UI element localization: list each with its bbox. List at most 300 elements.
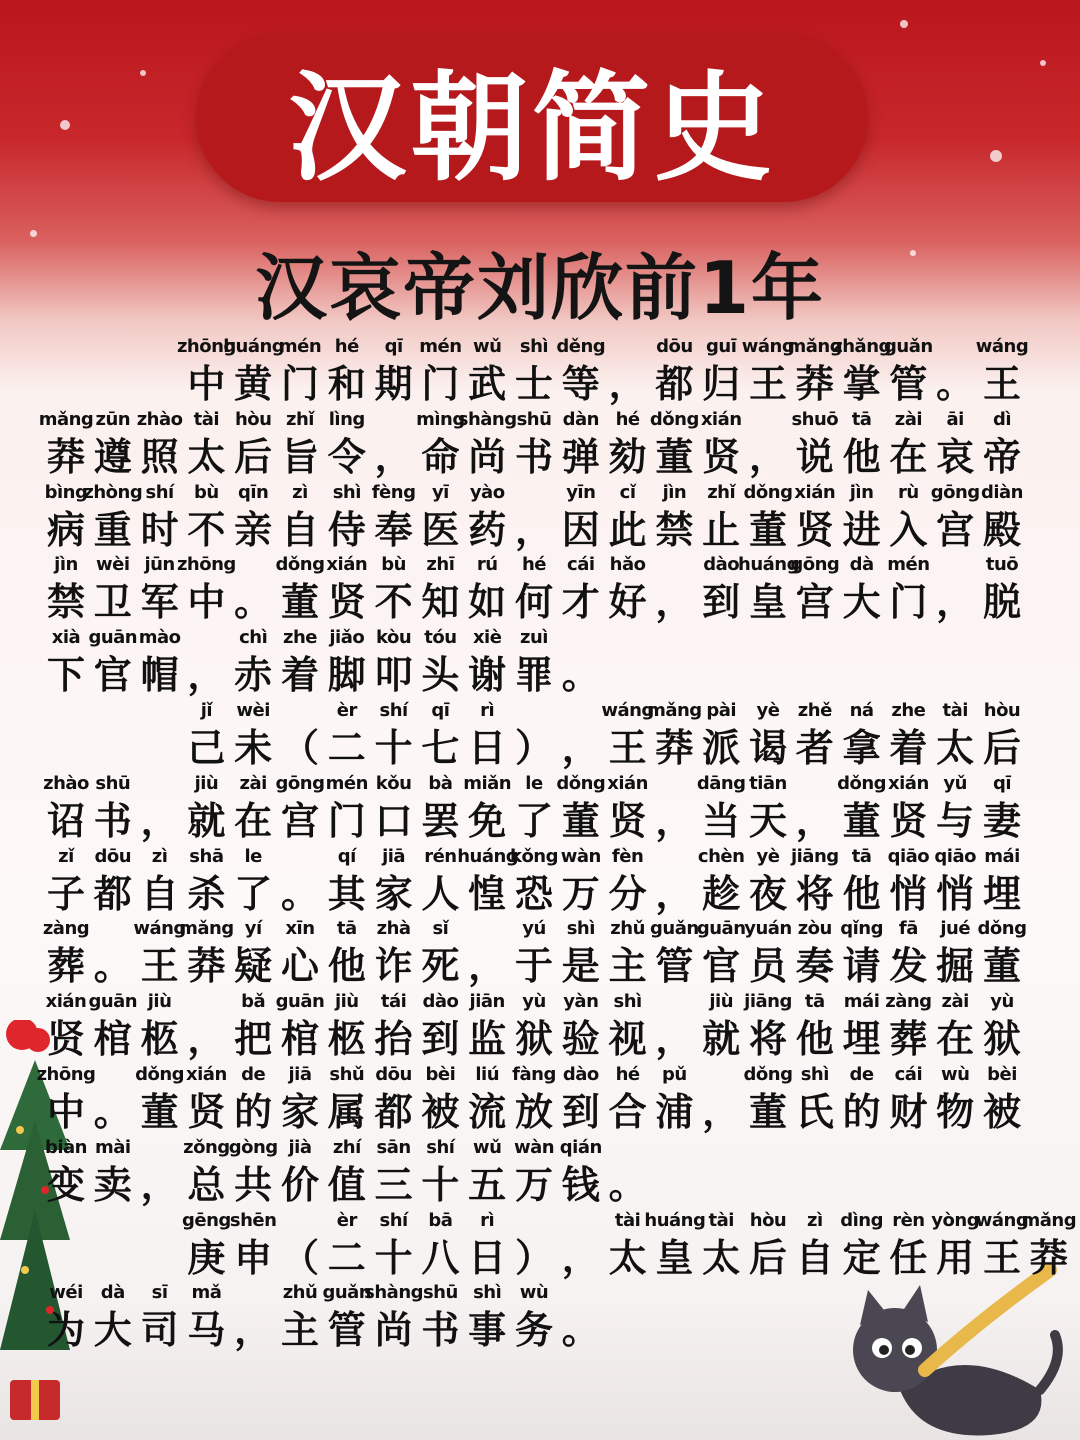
pinyin: mái [843,991,880,1013]
pinyin: zòu [797,918,832,940]
character-cell [229,700,277,772]
hanzi: 被 [982,1090,1021,1134]
hanzi: 医 [421,507,460,552]
pinyin: mào [138,627,181,649]
hanzi: ） [514,726,553,770]
pinyin: mǎng [787,336,843,357]
hanzi: 奉 [374,507,413,552]
hanzi: 派 [702,726,741,770]
hanzi: 尚 [374,1308,413,1353]
hanzi: 员 [748,944,787,989]
character-cell [697,409,745,481]
pinyin: tā [851,408,872,430]
pinyin: chì [239,627,268,649]
hanzi: 他 [795,1017,834,1062]
hanzi: 家 [374,871,413,916]
hanzi: 八 [421,1235,460,1280]
hanzi: 书 [514,434,553,479]
hanzi: 尚 [468,434,507,479]
hanzi: 棺 [280,1017,319,1062]
hanzi: 旨 [280,434,319,479]
pinyin: wáng [975,336,1029,357]
hanzi: 就 [702,1017,741,1062]
pinyin: jiān [469,991,505,1013]
pinyin: zài [941,991,969,1013]
pinyin: tā [336,918,357,940]
hanzi: 期 [374,362,413,406]
hanzi: 王 [608,726,647,770]
hanzi: 财 [889,1090,928,1134]
pinyin: gōng [275,772,325,794]
hanzi: ， [561,1235,600,1280]
pinyin: xián [326,554,368,576]
pinyin: huáng [223,336,285,357]
pinyin: shā [189,845,224,867]
pinyin: rén [424,845,457,867]
character-cell [884,554,932,626]
hanzi: ， [374,434,413,479]
pinyin: jiǎo [329,627,365,649]
text-line [0,1282,1080,1354]
pinyin: dǒng [135,1064,185,1085]
hanzi: 军 [140,580,179,625]
hanzi: 己 [187,726,226,770]
hanzi: 合 [608,1090,647,1134]
pinyin: zhǐ [286,408,314,430]
pinyin: de [241,1064,266,1085]
text-line [0,846,1080,918]
pinyin: mén [325,772,368,794]
pinyin: tā [804,991,825,1013]
hanzi: 王 [982,1235,1021,1280]
pinyin: xián [794,481,836,503]
character-cell [463,700,511,772]
pinyin: jià [288,1136,312,1158]
pinyin: zhà [376,918,411,940]
hanzi: ， [187,653,226,698]
hanzi: 王 [140,944,179,989]
pinyin: shàng [457,408,517,430]
character-cell [182,1282,230,1354]
pinyin: shēn [229,1209,277,1231]
character-cell [744,773,792,845]
hanzi: 病 [46,507,85,552]
hanzi: 心 [280,944,319,989]
hanzi: 务 [514,1308,553,1353]
hanzi: 贤 [608,798,647,843]
character-cell [604,1137,652,1209]
hanzi: 官 [702,944,741,989]
hanzi: 葬 [46,944,85,989]
pinyin: zài [239,772,267,794]
hanzi: 罪 [514,653,553,698]
hanzi: 入 [889,507,928,552]
hanzi: 三 [374,1162,413,1207]
character-cell [975,336,1029,408]
pinyin: dà [100,1282,125,1304]
pinyin: zhǐ [707,481,736,503]
pinyin: miǎn [463,772,512,794]
pinyin: guī [706,336,737,357]
pinyin: mǎ [191,1282,222,1304]
pinyin: kǒu [375,772,412,794]
pinyin: bǎ [241,991,266,1013]
hanzi: 在 [936,1017,975,1062]
hanzi: 卖 [93,1162,132,1207]
hanzi: ， [655,580,694,625]
pinyin: zì [292,481,308,503]
hanzi: 狱 [514,1017,553,1062]
hanzi: 都 [374,1090,413,1134]
hanzi: 中 [46,1090,85,1134]
pinyin: zhòng [83,481,143,503]
hanzi: 主 [280,1308,319,1353]
pinyin: bìng [44,481,88,503]
pinyin: ná [849,700,874,721]
pinyin: dōu [375,1064,412,1085]
hanzi: 宫 [936,507,975,552]
pinyin: jìn [849,481,874,503]
hanzi: 放 [514,1090,553,1134]
hanzi: 未 [234,726,273,770]
pinyin: wù [940,1064,970,1085]
pinyin: zhǎng [832,336,891,357]
character-cell [416,918,464,990]
text-line [0,1210,1080,1282]
text-line [0,700,1080,772]
pinyin: hé [521,554,547,576]
hanzi: 将 [748,1017,787,1062]
pinyin: le [525,772,543,794]
snow-dot [900,20,908,28]
pinyin: hé [615,1064,640,1085]
hanzi: 五 [468,1162,507,1207]
pinyin: jiù [194,772,219,794]
hanzi: 皇 [655,1235,694,1280]
hanzi: 的 [842,1090,881,1134]
pinyin: wáng [975,1209,1029,1231]
hanzi: 照 [140,434,179,479]
character-cell [42,918,90,990]
hanzi: 如 [468,580,507,625]
hanzi: 天 [748,798,787,843]
hanzi: 着 [280,653,319,698]
pinyin: zhōng [36,1064,96,1085]
pinyin: tài [942,700,968,721]
hanzi: 他 [327,944,366,989]
hanzi: 董 [982,944,1021,989]
hanzi: 侍 [327,507,366,552]
character-cell [978,1064,1026,1136]
text-line [0,482,1080,554]
hanzi: 杀 [187,871,226,916]
pinyin: jiā [382,845,406,867]
pinyin: shí [426,1136,455,1158]
hanzi: 太 [608,1235,647,1280]
hanzi: 到 [421,1017,460,1062]
hanzi: 贤 [889,798,928,843]
hanzi: 子 [46,871,85,916]
hanzi: ， [187,1017,226,1062]
pinyin: shí [379,700,408,721]
pinyin: shàng [364,1282,424,1304]
character-cell [1021,1209,1077,1282]
pinyin: dào [422,991,459,1013]
hanzi: 因 [561,507,600,552]
pinyin: bù [381,554,406,576]
hanzi: 管 [655,944,694,989]
pinyin: mén [887,554,930,576]
hanzi: 书 [421,1308,460,1353]
hanzi: 悄 [889,871,928,916]
character-cell [978,409,1026,481]
pinyin: yǔ [943,772,967,794]
hanzi: 将 [795,871,834,916]
hanzi: 士 [514,362,553,406]
pinyin: rù [898,481,919,503]
pinyin: děng [556,336,606,357]
hanzi: 贤 [46,1017,85,1062]
character-cell [229,1210,277,1282]
pinyin: tài [193,408,220,430]
hanzi: 人 [421,871,460,916]
pinyin: huáng [644,1209,706,1231]
hanzi: 管 [327,1308,366,1353]
hanzi: 禁 [655,507,694,552]
pinyin: wǔ [472,1136,502,1158]
pinyin: mǎng [1021,1209,1077,1231]
pinyin: tài [614,1209,641,1231]
pinyin: jiù [334,991,359,1013]
pinyin: sī [151,1282,168,1304]
hanzi: 后 [982,726,1021,770]
hanzi: 门 [889,580,928,625]
hanzi: 头 [421,653,460,698]
hanzi: 太 [936,726,975,770]
pinyin: mǎng [647,700,702,721]
pinyin: dāng [696,772,746,794]
snow-dot [1040,60,1046,66]
text-line [0,554,1080,626]
pinyin: dàn [562,408,599,430]
hanzi: 当 [702,798,741,843]
hanzi: 属 [327,1090,366,1134]
text-line [0,991,1080,1063]
hanzi: ， [655,798,694,843]
hanzi: 拿 [842,726,881,770]
pinyin: huáng [738,554,799,576]
hanzi: 亲 [234,507,273,552]
hanzi: 劾 [608,434,647,479]
hanzi: 验 [561,1017,600,1062]
pinyin: zhě [797,700,832,721]
pinyin: jiāng [744,991,792,1013]
pinyin: dǒng [743,1064,793,1085]
pinyin: xīn [285,918,315,940]
pinyin: zhí [332,1136,361,1158]
hanzi: 惶 [468,871,507,916]
hanzi: 。 [561,653,600,698]
hanzi: 总 [187,1162,226,1207]
pinyin: jué [940,918,971,940]
hanzi: ， [655,1017,694,1062]
hanzi: ， [140,798,179,843]
pinyin: jìn [662,481,687,503]
hanzi: 他 [842,871,881,916]
pinyin: shì [519,336,549,357]
hanzi: 董 [748,507,787,552]
pinyin: biàn [44,1136,87,1158]
pinyin: shū [422,1282,458,1304]
hanzi: （ [280,1235,319,1280]
hanzi: 到 [561,1090,600,1134]
hanzi: 埋 [842,1017,881,1062]
pinyin: dǒng [977,918,1027,940]
text-line [0,1137,1080,1209]
pinyin: lìng [328,408,365,430]
pinyin: zhǔ [282,1282,318,1304]
character-cell [323,409,371,481]
hanzi: ， [468,944,507,989]
pinyin: wáng [133,918,186,940]
hanzi: 罢 [421,798,460,843]
pinyin: cǐ [619,481,636,503]
hanzi: 门 [280,362,319,406]
hanzi: 。 [608,1162,647,1207]
hanzi: 狱 [982,1017,1021,1062]
hanzi: 在 [889,434,928,479]
character-cell [978,991,1026,1063]
hanzi: ， [936,580,975,625]
pinyin: yòng [931,1209,980,1231]
pinyin: dào [703,554,740,576]
character-cell [604,991,652,1063]
hanzi: 司 [140,1308,179,1353]
hanzi: 值 [327,1162,366,1207]
hanzi: 。 [234,580,273,625]
hanzi: ， [514,507,553,552]
text-line [0,627,1080,699]
pinyin: jiù [709,991,734,1013]
pinyin: tài [708,1209,734,1231]
hanzi: 与 [936,798,975,843]
hanzi: 赤 [234,653,273,698]
hanzi: 都 [655,362,694,406]
pinyin: zhōng [176,336,236,357]
pinyin: wèi [96,554,130,576]
hanzi: 掘 [936,944,975,989]
pinyin: jūn [144,554,175,576]
hanzi: 才 [561,580,600,625]
pinyin: qī [431,700,450,721]
pinyin: pǔ [662,1064,687,1085]
pinyin: cái [894,1064,923,1085]
pinyin: xián [45,991,87,1013]
hanzi: ， [140,1162,179,1207]
hanzi: 说 [795,434,834,479]
hanzi: 者 [795,726,834,770]
pinyin: sān [376,1136,411,1158]
hanzi: 监 [468,1017,507,1062]
hanzi: 自 [140,871,179,916]
hanzi: 口 [374,798,413,843]
hanzi: ， [561,726,600,770]
pinyin: hé [334,336,359,357]
pinyin: gōng [930,481,980,503]
hanzi: 下 [46,653,85,698]
pinyin: wàn [560,845,601,867]
pinyin: dōu [94,845,132,867]
pinyin: zì [151,845,168,867]
hanzi: 书 [93,798,132,843]
pinyin: xián [888,772,929,794]
hanzi: 奏 [795,944,834,989]
character-cell [176,554,236,626]
pinyin: zǐ [58,845,74,867]
hanzi: 董 [655,434,694,479]
hanzi: 十 [421,1162,460,1207]
hanzi: 共 [234,1162,273,1207]
hanzi: 贤 [187,1090,226,1134]
pinyin: pài [706,700,737,721]
pinyin: guǎn [650,918,699,940]
hanzi: 哀 [936,434,975,479]
pinyin: bā [428,1209,453,1231]
pinyin: yí [244,918,262,940]
text-line [0,336,1080,408]
pinyin: hòu [234,408,272,430]
pinyin: yù [522,991,546,1013]
pinyin: tuō [985,554,1019,576]
pinyin: dǒng [275,554,325,576]
hanzi: 官 [93,653,132,698]
hanzi: 王 [982,362,1021,406]
hanzi: ， [748,434,787,479]
hanzi: 于 [514,944,553,989]
pinyin: zhe [891,700,926,721]
pinyin: bèi [987,1064,1017,1085]
hanzi: 任 [889,1235,928,1280]
pinyin: shū [95,772,131,794]
pinyin: chèn [697,845,745,867]
hanzi: 了 [514,798,553,843]
hanzi: 谒 [748,726,787,770]
snow-dot [140,70,146,76]
pinyin: gòng [228,1136,278,1158]
pinyin: yī [431,481,449,503]
pinyin: zhī [426,554,455,576]
hanzi: 管 [889,362,928,406]
hanzi: 门 [421,362,460,406]
hanzi: 到 [702,580,741,625]
pinyin: shǔ [329,1064,365,1085]
hanzi: 中 [187,362,226,406]
pinyin: xián [186,1064,227,1085]
pinyin: xián [700,408,742,430]
hanzi: 抬 [374,1017,413,1062]
pinyin: dà [849,554,874,576]
hanzi: 命 [421,434,460,479]
hanzi: 莽 [655,726,694,770]
title-banner [196,34,868,202]
hanzi: 分 [608,871,647,916]
hanzi: 禁 [46,580,85,625]
hanzi: 变 [46,1162,85,1207]
pinyin: mái [984,845,1020,867]
hanzi: 夜 [748,871,787,916]
hanzi: ， [795,798,834,843]
hanzi: 和 [327,362,366,406]
